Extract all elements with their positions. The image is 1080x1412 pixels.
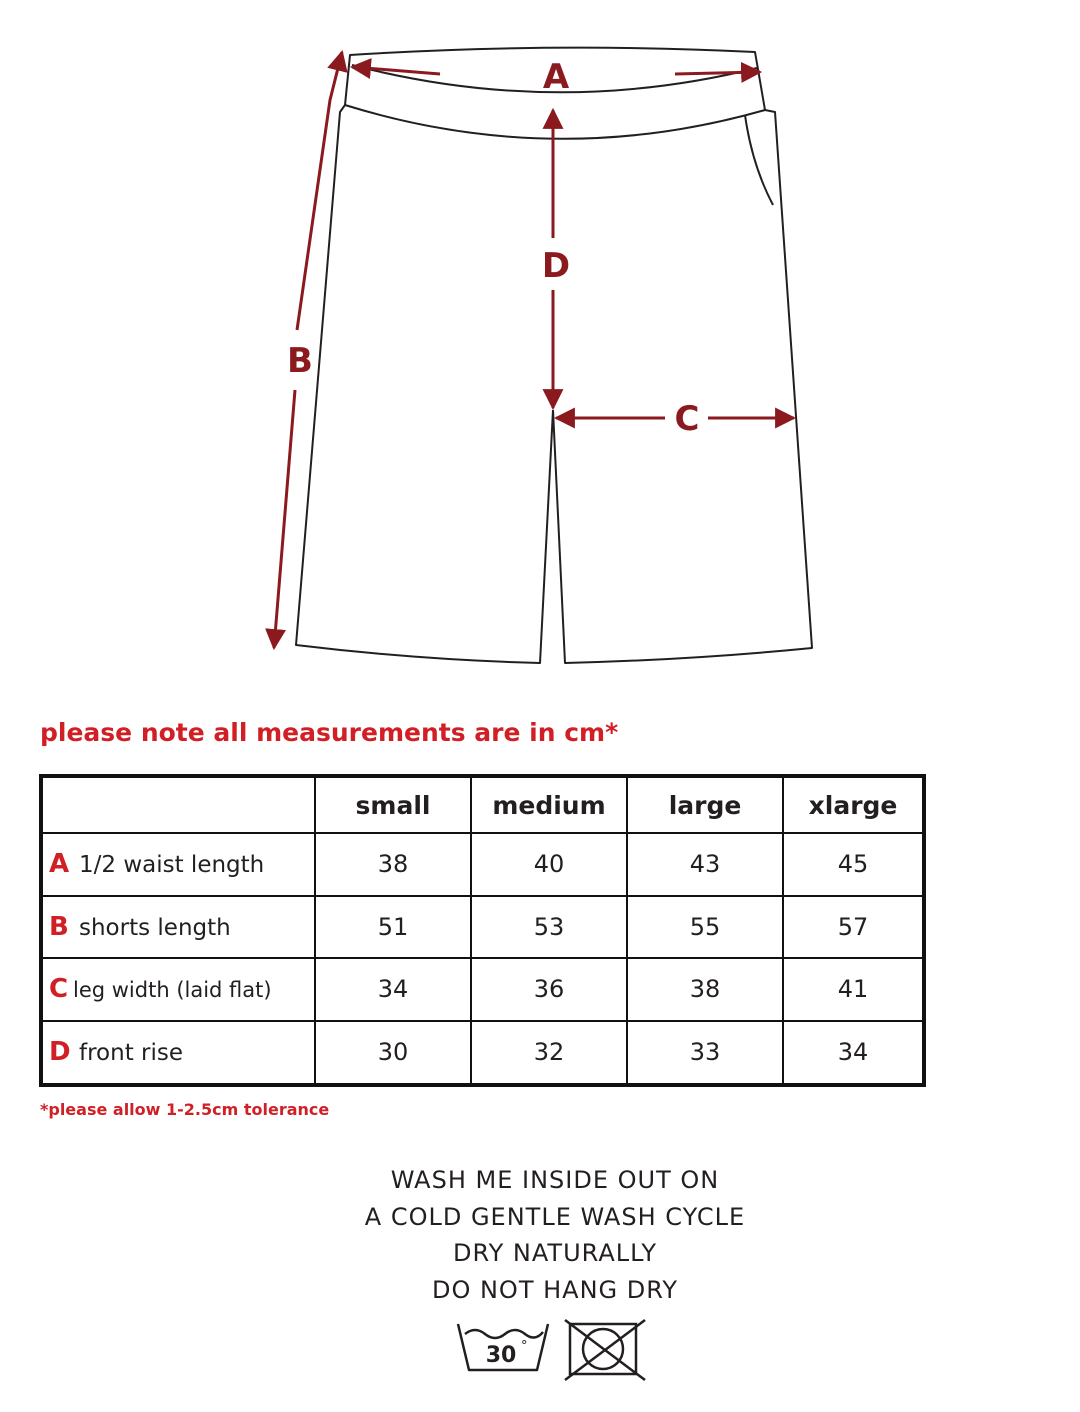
do-not-tumble-dry-icon — [565, 1320, 645, 1380]
table-row — [41, 896, 924, 959]
table-cell: 57 — [783, 896, 924, 959]
table-cell: 41 — [783, 958, 924, 1021]
table-cell: 40 — [471, 833, 627, 896]
dimension-d-label: D — [541, 246, 571, 286]
dimension-a-label: A — [542, 57, 570, 97]
column-header-medium: medium — [471, 776, 627, 833]
table-row — [41, 1021, 924, 1086]
header-empty-cell — [41, 776, 315, 833]
care-icons — [455, 1318, 655, 1382]
column-header-small: small — [315, 776, 471, 833]
dimension-b — [274, 52, 342, 648]
table-header-row — [41, 776, 924, 833]
tolerance-note: *please allow 1-2.5cm tolerance — [40, 1100, 330, 1119]
table-cell: 53 — [471, 896, 627, 959]
row-label: shorts length — [79, 914, 231, 941]
row-label: front rise — [79, 1040, 184, 1067]
table-cell: 38 — [627, 958, 783, 1021]
table-cell: 38 — [315, 833, 471, 896]
row-label: leg width (laid flat) — [73, 978, 272, 1003]
row-label-cell — [41, 833, 315, 896]
row-label-cell — [41, 1021, 315, 1086]
size-chart-table — [39, 774, 926, 1087]
table-cell: 55 — [627, 896, 783, 959]
row-label: 1/2 waist length — [79, 852, 265, 879]
table-cell: 34 — [783, 1021, 924, 1086]
care-instructions — [340, 1162, 770, 1308]
row-letter: C — [49, 974, 69, 1005]
table-cell: 43 — [627, 833, 783, 896]
wash-degree-label: ° — [521, 1339, 528, 1354]
table-cell: 51 — [315, 896, 471, 959]
column-header-large: large — [627, 776, 783, 833]
care-line: A COLD GENTLE WASH CYCLE — [364, 1202, 746, 1231]
dimension-c-label: C — [674, 399, 700, 439]
row-label-cell — [41, 896, 315, 959]
measurement-note: please note all measurements are in cm* — [40, 718, 619, 747]
table-row — [41, 833, 924, 896]
dimension-d — [542, 110, 570, 408]
row-letter: D — [49, 1037, 71, 1068]
dimension-c — [556, 399, 794, 439]
wash-30-icon — [458, 1324, 548, 1370]
care-line: DRY NATURALLY — [453, 1239, 657, 1267]
table-cell: 32 — [471, 1021, 627, 1086]
care-line: DO NOT HANG DRY — [431, 1275, 679, 1304]
row-letter: A — [49, 849, 70, 880]
shorts-diagram — [0, 0, 1080, 700]
table-row — [41, 958, 924, 1021]
care-line: WASH ME INSIDE OUT ON — [390, 1166, 720, 1194]
table-cell: 33 — [627, 1021, 783, 1086]
table-cell: 36 — [471, 958, 627, 1021]
row-letter: B — [49, 911, 69, 942]
dimension-a — [352, 57, 760, 97]
table-cell: 34 — [315, 958, 471, 1021]
wash-temp-label: 30 — [485, 1343, 517, 1368]
column-header-xlarge: xlarge — [783, 776, 924, 833]
dimension-b-label: B — [287, 341, 313, 381]
table-cell: 45 — [783, 833, 924, 896]
row-label-cell — [41, 958, 315, 1021]
table-cell: 30 — [315, 1021, 471, 1086]
